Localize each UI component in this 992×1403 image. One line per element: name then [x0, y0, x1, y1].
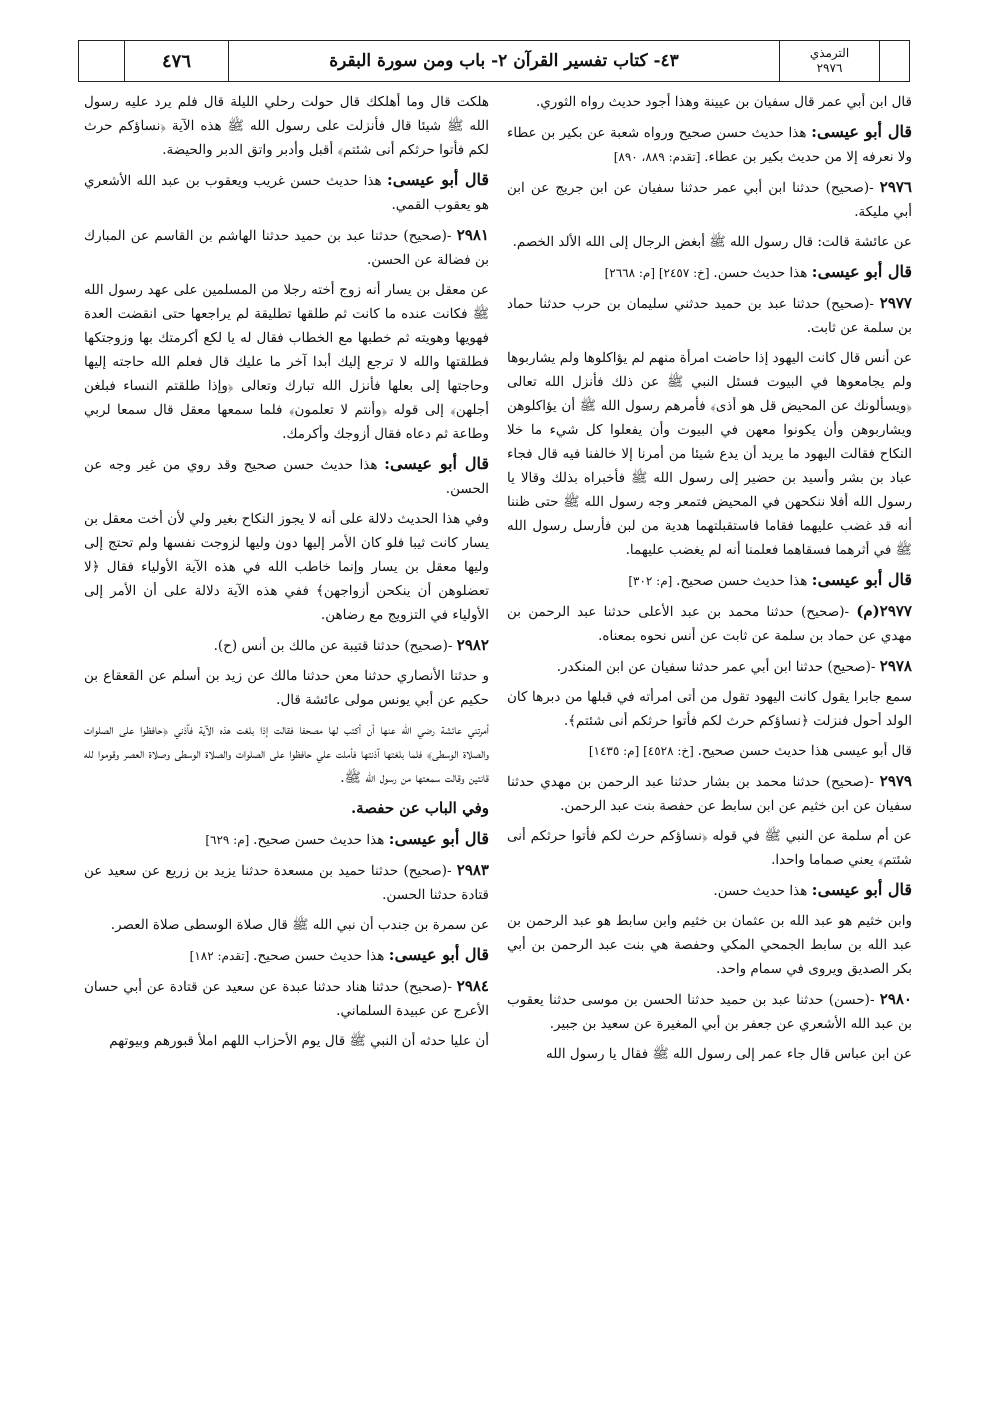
paragraph-text: هلكت قال وما أهلكك قال حولت رحلي الليلة قال فلم يرد عليه رسول الله ﷺ شيئا قال فأنزلت على رسول الله ﷺ هذه الآية ﴿نساؤكم حرث لكم فأتوا حرثكم أنى شئتم﴾ أقبل وأدبر واتق الدبر والحيضة. [84, 94, 489, 158]
paragraph-text: عن ابن عباس قال جاء عمر إلى رسول الله ﷺ فقال يا رسول الله [546, 1046, 912, 1062]
paragraph-text: قال أبو عيسى هذا حديث حسن صحيح. [697, 743, 912, 759]
paragraph-text: -(حسن) حدثنا عبد بن حميد حدثنا الحسن بن موسى حدثنا يعقوب بن عبد الله الأشعري عن جعفر بن أبي المغيرة عن سعيد بن جبير. [507, 992, 912, 1032]
paragraph-text: عن سمرة بن جندب أن نبي الله ﷺ قال صلاة الوسطى صلاة العصر. [110, 917, 489, 933]
book-name: الترمذي [809, 46, 850, 60]
hadith-number: ٢٩٨٤ [456, 977, 489, 995]
cross-reference: [تقدم: ١٨٢] [189, 949, 254, 963]
hadith-number: ٢٩٨٠ [879, 990, 912, 1008]
text-paragraph [84, 718, 489, 790]
paragraph-text: -(صحيح) حدثنا حميد بن مسعدة حدثنا يزيد بن زريع عن سعيد عن قتادة حدثنا الحسن. [84, 863, 489, 903]
paragraph-text: هذا حديث حسن. [713, 265, 812, 281]
text-paragraph [507, 1042, 912, 1066]
book-info [779, 41, 879, 81]
text-paragraph [507, 685, 912, 733]
cross-reference: [م: ٦٢٩] [205, 833, 254, 847]
abu-isa-lead: قال أبو عيسى: [384, 454, 489, 473]
abu-isa-lead: قال أبو عيسى: [811, 262, 912, 281]
hadith-number: ٢٩٨٢ [456, 636, 489, 654]
text-paragraph [507, 260, 912, 285]
header-blank-left [79, 41, 125, 81]
hadith-paragraph [84, 223, 489, 272]
paragraph-text: وابن خثيم هو عبد الله بن عثمان بن خثيم وابن سابط هو عبد الرحمن بن عبد الله بن سابط الجمحي المكي وحفصة هي بنت عبد الرحمن بن أبي بكر الصديق ويروى في سمام واحد. [507, 913, 912, 977]
paragraph-text: هذا حديث حسن صحيح ورواه شعبة عن بكير بن عطاء ولا نعرفه إلا من حديث بكير بن عطاء. [507, 125, 912, 165]
text-paragraph [507, 120, 912, 169]
hadith-number: ٢٩٨١ [456, 226, 489, 244]
paragraph-text: هذا حديث حسن صحيح وقد روي من غير وجه عن الحسن. [84, 457, 489, 497]
left-column [84, 90, 489, 1380]
text-paragraph [84, 1029, 489, 1053]
paragraph-text: هذا حديث حسن صحيح. [253, 948, 389, 964]
text-paragraph [84, 90, 489, 162]
paragraph-text: وفي هذا الحديث دلالة على أنه لا يجوز النكاح بغير ولي لأن أخت معقل بن يسار كانت ثيبا فلو كان الأمر إليها دون وليها لزوجت نفسها ولم تحتج إلى وليها معقل بن يسار وإنما خاطب الله في هذه الآية الأولياء فقال ﴿لا تعضلوهن أن ينكحن أزواجهن﴾ ففي هذه الآية دلالة على أن الأمر إلى الأولياء في التزويج مع رضاهن. [84, 511, 489, 623]
hadith-paragraph [507, 291, 912, 340]
text-paragraph [507, 739, 912, 763]
text-paragraph [507, 909, 912, 981]
hadith-paragraph [507, 769, 912, 818]
cross-reference: [خ: ٤٥٢٨] [م: ١٤٣٥] [588, 744, 698, 758]
paragraph-text: -(صحيح) حدثنا هناد حدثنا عبدة عن سعيد عن قتادة عن أبي حسان الأعرج عن عبيدة السلماني. [84, 979, 489, 1019]
hadith-paragraph [84, 858, 489, 907]
text-paragraph [84, 796, 489, 821]
abu-isa-lead: قال أبو عيسى: [811, 880, 912, 899]
text-paragraph [507, 824, 912, 872]
bab-note: وفي الباب عن حفصة. [350, 799, 489, 817]
paragraph-text: هذا حديث حسن صحيح. [676, 573, 812, 589]
paragraph-text: عن أنس قال كانت اليهود إذا حاضت امرأة منهم لم يؤاكلوها ولم يشاربوها ولم يجامعوها في البيوت فسئل النبي ﷺ عن ذلك فأنزل الله تعالى ﴿ويسألونك عن المحيض قل هو أذى﴾ فأمرهم رسول الله ﷺ أن يؤاكلوهن ويشاربوهن وأن يكونوا معهن في البيوت وأن يفعلوا كل شيء ما خلا النكاح فقالت اليهود ما يريد أن يدع شيئا من أمرنا إلا خالفنا فيه قال فجاء عباد بن بشر وأسيد بن حضير إلى رسول الله ﷺ فأخبراه بذلك وقالا يا رسول الله أفلا ننكحهن في المحيض فتمعر وجه رسول الله ﷺ حتى ظننا أنه قد غضب عليهما فقاما فاستقبلتهما هدية من لبن فأرسل رسول الله ﷺ في أثرهما فسقاهما فعلمنا أنه لم يغضب عليهما. [507, 350, 912, 558]
text-paragraph [507, 230, 912, 254]
header-blank-right [879, 41, 909, 81]
paragraph-text: عن عائشة قالت: قال رسول الله ﷺ أبغض الرجال إلى الله الألد الخصم. [512, 234, 912, 250]
paragraph-text: عن معقل بن يسار أنه زوج أخته رجلا من المسلمين على عهد رسول الله ﷺ فكانت عنده ما كانت ثم طلقها تطليقة لم يراجعها حتى انقضت العدة فهويها وهويته ثم خطبها مع الخطاب فقال له يا لكع أكرمتك بها وزوجتكها فطلقتها والله لا ترجع إليك أبدا آخر ما عليك قال فعلم الله حاجته إليها وحاجتها إلى بعلها فأنزل الله تبارك وتعالى ﴿وإذا طلقتم النساء فبلغن أجلهن﴾ إلى قوله ﴿وأنتم لا تعلمون﴾ فلما سمعها معقل قال سمعا لربي وطاعة ثم دعاه فقال أزوجك وأكرمك. [84, 282, 489, 442]
text-paragraph [507, 90, 912, 114]
paragraph-text: عن أم سلمة عن النبي ﷺ في قوله ﴿نساؤكم حرث لكم فأتوا حرثكم أنى شئتم﴾ يعني صماما واحدا. [507, 828, 912, 868]
abu-isa-lead: قال أبو عيسى: [388, 829, 489, 848]
text-paragraph [84, 913, 489, 937]
text-paragraph [84, 452, 489, 501]
hadith-paragraph [507, 987, 912, 1036]
hadith-paragraph [507, 599, 912, 648]
paragraph-text: هذا حديث حسن. [713, 883, 812, 899]
cross-reference: [م: ٣٠٢] [628, 574, 677, 588]
text-paragraph [84, 943, 489, 968]
hadith-number: ٢٩٧٦ [879, 178, 912, 196]
hadith-number: ٢٩٧٧ [879, 294, 912, 312]
hadith-paragraph [84, 633, 489, 658]
paragraph-text: أمرتني عائشة رضي الله عنها أن أكتب لها مصحفا فقالت إذا بلغت هذه الآية فآذني ﴿حافظوا على الصلوات والصلاة الوسطى﴾ فلما بلغتها آذنتها فأملت علي حافظوا على الصلوات والصلاة الوسطى وصلاة العصر وقوموا لله قانتين وقالت سمعتها من رسول الله ﷺ. [84, 722, 489, 786]
chapter-title: ٤٣- كتاب تفسير القرآن ٢- باب ومن سورة البقرة [329, 51, 679, 71]
paragraph-text: هذا حديث حسن غريب ويعقوب بن عبد الله الأشعري هو يعقوب القمي. [84, 173, 489, 213]
hadith-range: ٢٩٧٦ [816, 61, 843, 75]
page-header [78, 40, 910, 82]
paragraph-text: -(صحيح) حدثنا محمد بن عبد الأعلى حدثنا عبد الرحمن بن مهدي عن حماد بن سلمة عن ثابت عن أنس نحوه بمعناه. [507, 604, 912, 644]
paragraph-text: -(صحيح) حدثنا ابن أبي عمر حدثنا سفيان عن ابن المنكدر. [556, 659, 880, 675]
hadith-paragraph [507, 175, 912, 224]
page-number: ٤٧٦ [125, 41, 229, 81]
text-paragraph [507, 568, 912, 593]
abu-isa-lead: قال أبو عيسى: [811, 570, 912, 589]
text-paragraph [84, 507, 489, 627]
hadith-number: ٢٩٧٧(م) [856, 602, 912, 620]
cross-reference: [خ: ٢٤٥٧] [م: ٢٦٦٨] [604, 266, 714, 280]
paragraph-text: -(صحيح) حدثنا قتيبة عن مالك بن أنس (ح). [213, 638, 457, 654]
text-paragraph [84, 278, 489, 446]
hadith-paragraph [84, 974, 489, 1023]
abu-isa-lead: قال أبو عيسى: [811, 122, 912, 141]
text-paragraph [507, 878, 912, 903]
hadith-paragraph [507, 654, 912, 679]
paragraph-text: -(صحيح) حدثنا عبد بن حميد حدثني سليمان بن حرب حدثنا حماد بن سلمة عن ثابت. [507, 296, 912, 336]
hadith-number: ٢٩٧٨ [879, 657, 912, 675]
paragraph-text: -(صحيح) حدثنا محمد بن بشار حدثنا عبد الرحمن بن مهدي حدثنا سفيان عن ابن خثيم عن ابن سابط عن حفصة بنت عبد الرحمن. [507, 774, 912, 814]
right-column [507, 90, 912, 1380]
paragraph-text: أن عليا حدثه أن النبي ﷺ قال يوم الأحزاب اللهم املأ قبورهم وبيوتهم [109, 1033, 489, 1049]
text-paragraph [84, 664, 489, 712]
text-paragraph [84, 827, 489, 852]
paragraph-text: قال ابن أبي عمر قال سفيان بن عيينة وهذا أجود حديث رواه الثوري. [535, 94, 912, 110]
abu-isa-lead: قال أبو عيسى: [388, 945, 489, 964]
hadith-number: ٢٩٨٣ [456, 861, 489, 879]
cross-reference: [تقدم: ٨٨٩، ٨٩٠] [613, 150, 705, 164]
hadith-number: ٢٩٧٩ [879, 772, 912, 790]
text-paragraph [507, 346, 912, 562]
abu-isa-lead: قال أبو عيسى: [386, 170, 489, 189]
paragraph-text: -(صحيح) حدثنا عبد بن حميد حدثنا الهاشم بن القاسم عن المبارك بن فضالة عن الحسن. [84, 228, 489, 268]
paragraph-text: هذا حديث حسن صحيح. [253, 832, 389, 848]
paragraph-text: و حدثنا الأنصاري حدثنا معن حدثنا مالك عن زيد بن أسلم عن القعقاع بن حكيم عن أبي يونس مولى عائشة قال. [84, 668, 489, 708]
text-paragraph [84, 168, 489, 217]
paragraph-text: سمع جابرا يقول كانت اليهود تقول من أتى امرأته في قبلها من دبرها كان الولد أحول فنزلت ﴿نساؤكم حرث لكم فأتوا حرثكم أنى شئتم﴾. [507, 689, 912, 729]
paragraph-text: -(صحيح) حدثنا ابن أبي عمر حدثنا سفيان عن ابن جريج عن ابن أبي مليكة. [507, 180, 912, 220]
